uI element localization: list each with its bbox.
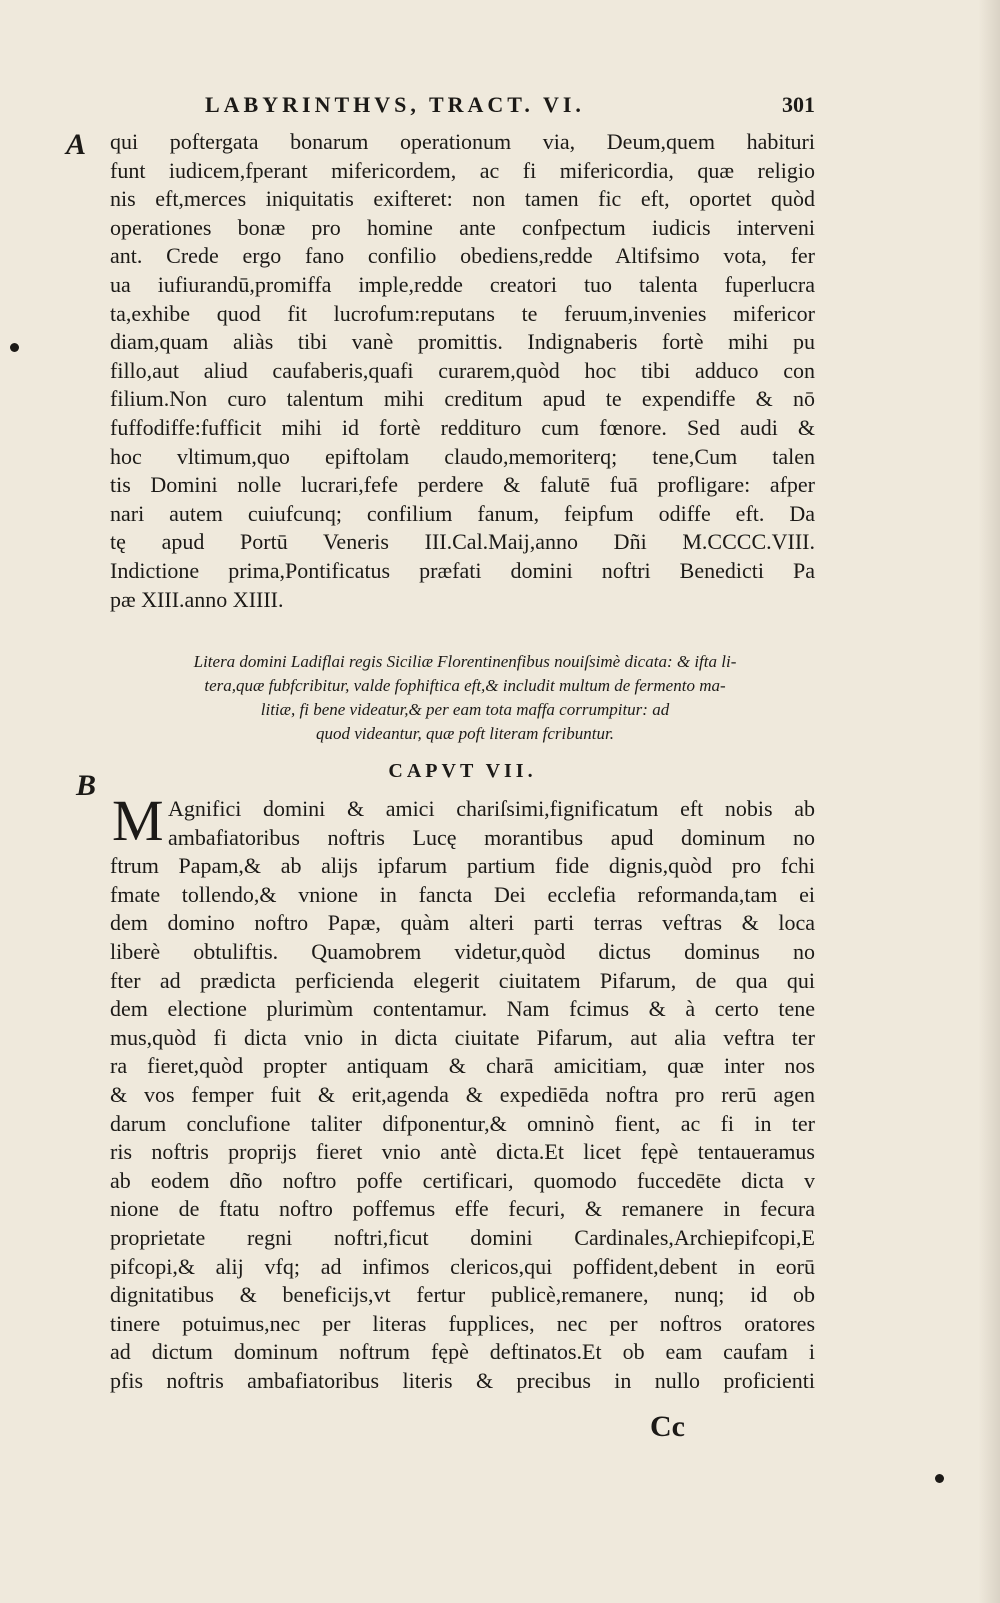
text-line: ra fieret,quòd propter antiquam & charā amicitiam, quæ inter nos (110, 1053, 815, 1079)
margin-letter-a: A (66, 128, 87, 161)
margin-dot (10, 343, 19, 352)
page-number: 301 (782, 92, 815, 117)
letter-body-text (110, 128, 815, 614)
text-line: dem domino noftro Papæ, quàm alteri parti terras veftras & loca (110, 910, 815, 936)
note-line: quod videantur, quæ poft literam fcribuntur. (316, 724, 614, 743)
text-line: ad dictum dominum noftrum fępè deftinatos.Et ob eam caufam i (110, 1339, 815, 1365)
margin-letter-b: B (76, 769, 97, 802)
text-line: fillo,aut aliud caufaberis,quafi curarem,quòd hoc tibi adduco con (110, 357, 815, 383)
text-line: fmate tollendo,& vnione in fancta Dei ecclefia reformanda,tam ei (110, 881, 815, 907)
text-line: dignitatibus & beneficijs,vt fertur publicè,remanere, nunq; id ob (110, 1282, 815, 1308)
text-line: diam,quam aliàs tibi vanè promittis. Indignaberis fortè mihi pu (110, 329, 815, 355)
catchword: Cc (650, 1410, 685, 1443)
running-title: LABYRINTHVS, TRACT. VI. (205, 92, 585, 117)
text-line: & vos femper fuit & erit,agenda & expediēda noftra pro rerū agen (110, 1081, 815, 1107)
text-line: ris noftris proprijs fieret vnio antè dicta.Et licet fępè tentaueramus (110, 1139, 815, 1165)
margin-dot (935, 1474, 944, 1483)
running-head (110, 86, 815, 126)
text-line: operationes bonæ pro homine ante confpectum iudicis interveni (110, 214, 815, 240)
text-line: tę apud Portū Veneris III.Cal.Maij,anno Dñi M.CCCC.VIII. (110, 529, 815, 555)
text-line: nis eft,merces iniquitatis exifteret: non tamen fic eft, oportet quòd (110, 186, 815, 212)
text-line: fuffodiffe:fufficit mihi id fortè redditurο cum fœnore. Sed audi & (110, 414, 815, 440)
note-line: tera,quæ fubfcribitur, valde fophiftica eft,& includit multum de fermento ma- (204, 676, 726, 695)
text-line: dem electione plurimùm contentamur. Nam fcimus & à certo tene (110, 996, 815, 1022)
text-line: mus,quòd fi dicta vnio in dicta ciuitate Pifarum, aut alia veftra ter (110, 1024, 815, 1050)
text-line: qui poftergata bonarum operationum via, Deum,quem habituri (110, 129, 815, 154)
text-line: pæ XIII.anno XIIII. (110, 586, 284, 612)
text-line: hoc vltimum,quo epiftolam claudo,memoriterq; tene,Cum talen (110, 443, 815, 469)
text-line: tis Domini nolle lucrari,fefe perdere & falutē fuā profligare: afper (110, 472, 815, 498)
text-line: darum conclufione taliter difponentur,& omninò fient, ac fi in ter (110, 1110, 815, 1136)
text-line: proprietate regni noftri,ficut domini Cardinales,Archiepifcopi,E (110, 1224, 815, 1250)
note-line: litiæ, fi bene videatur,& per eam tota maffa corrumpitur: ad (260, 700, 670, 719)
text-line: liberè obtuliftis. Quamobrem videtur,quòd dictus dominus no (110, 938, 815, 964)
text-line: pfis noftris ambafiatoribus literis & precibus in nullo proficienti (110, 1367, 815, 1393)
text-line: tinere potuimus,nec per literas fupplices, nec per noftros oratores (110, 1310, 815, 1336)
page-edge-shadow (978, 0, 1000, 1603)
text-line: nari autem cuiufcunq; confilium fanum, feipfum odiffe eft. Da (110, 500, 815, 526)
text-line: ftrum Papam,& ab alijs ipfarum partium fide dignis,quòd pro fchi (110, 853, 815, 879)
text-line: ta,exhibe quod fit lucrofum:reputans te feruum,invenies mifericor (110, 300, 815, 326)
text-line: fter ad prædicta perficienda elegerit ciuitatem Pifarum, de qua qui (110, 967, 815, 993)
text-line: ua iufiurandū,promiffa imple,redde creatori tuo talenta fuperlucra (110, 271, 815, 297)
note-line: Litera domini Ladiflai regis Siciliæ Florentinenfibus nouiſsimè dicata: & ifta li- (193, 652, 737, 671)
text-line: Agnifici domini & amici chariſsimi,fignificatum eft nobis ab (168, 796, 815, 821)
italic-summary-note (150, 650, 780, 746)
text-line: funt iudicem,fperant mifericordem, ac fi mifericordia, quæ religio (110, 157, 815, 183)
text-line: ambafiatoribus noftris Lucę morantibus apud dominum no (168, 824, 815, 850)
chapter-body-text (110, 795, 815, 1395)
drop-capital: M (112, 788, 164, 853)
text-line: pifcopi,& alij vfq; ad infimos clericos,qui poffident,debent in eorū (110, 1253, 815, 1279)
chapter-heading: CAPVT VII. (388, 760, 537, 782)
text-line: ab eodem dño noftro poffe certificari, quomodo fuccedēte dicta v (110, 1167, 815, 1193)
text-line: nione de ftatu noftro poffemus effe fecuri, & remanere in fecura (110, 1196, 815, 1222)
text-line: ant. Crede ergo fano confilio obediens,redde Altifsimo vota, fer (110, 243, 815, 269)
text-line: filium.Non curo talentum mihi creditum apud te expendiffe & nō (110, 386, 815, 412)
text-line: Indictione prima,Pontificatus præfati domini noftri Benedicti Pa (110, 557, 815, 583)
